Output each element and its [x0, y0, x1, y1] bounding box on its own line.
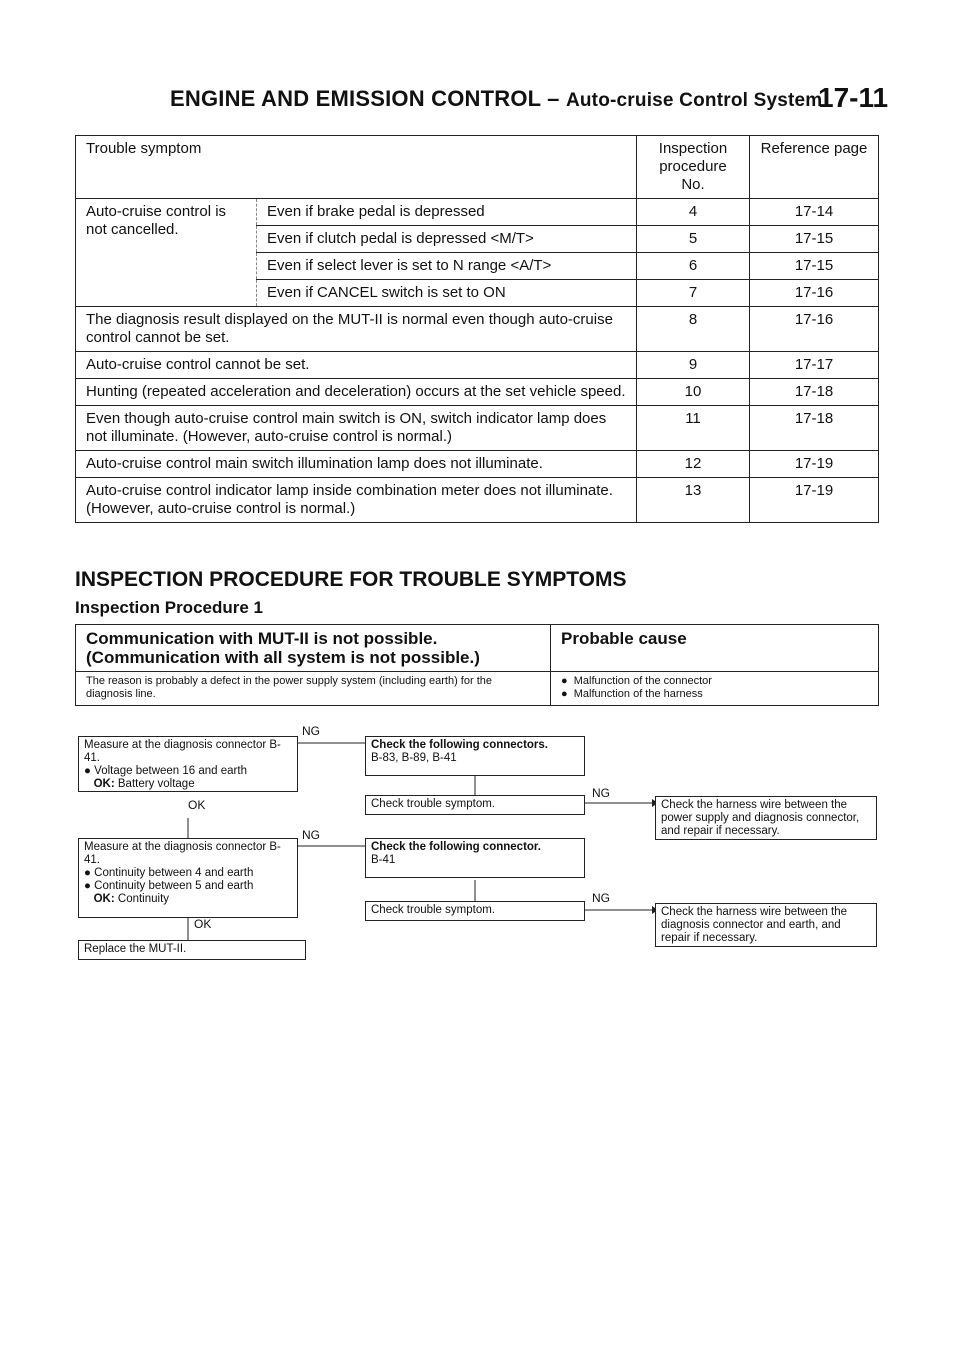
- list-item: ● Malfunction of the connector: [561, 675, 712, 687]
- section-title: INSPECTION PROCEDURE FOR TROUBLE SYMPTOMS: [75, 568, 627, 591]
- procedure-number: 4: [637, 199, 750, 226]
- procedure-title: Inspection Procedure 1: [75, 598, 263, 617]
- step2-measure-box: [78, 838, 298, 918]
- reference-page: 17-15: [750, 226, 879, 253]
- reference-page: 17-19: [750, 451, 879, 478]
- reference-page: 17-16: [750, 280, 879, 307]
- symptom: The diagnosis result displayed on the MUT-II is normal even though auto-cruise control cannot be set.: [76, 307, 637, 352]
- header-title-main: ENGINE AND EMISSION CONTROL: [170, 86, 541, 111]
- procedure-number: 10: [637, 379, 750, 406]
- replace-mut-box: Replace the MUT-II.: [78, 940, 306, 960]
- reference-page: 17-18: [750, 406, 879, 451]
- probable-cause-heading: Probable cause: [551, 625, 879, 672]
- check-connectors-title-1: Check the following connectors.: [371, 739, 548, 751]
- procedure-description: The reason is probably a defect in the power supply system (including earth) for the diagnosis line.: [76, 672, 551, 706]
- check-symptom-box-1: Check trouble symptom.: [365, 795, 585, 815]
- symptom: Hunting (repeated acceleration and deceleration) occurs at the set vehicle speed.: [76, 379, 637, 406]
- ng-label: NG: [302, 828, 320, 842]
- ok-label: OK: [194, 917, 212, 931]
- procedure-number: 12: [637, 451, 750, 478]
- procedure-number: 11: [637, 406, 750, 451]
- procedure-heading: Communication with MUT-II is not possible. (Communication with all system is not possible.): [76, 625, 551, 672]
- repair-box-1: Check the harness wire between the power supply and diagnosis connector, and repair if necessary.: [655, 796, 877, 840]
- check-connectors-box-1: [365, 736, 585, 776]
- ng-label: NG: [592, 891, 610, 905]
- reference-page: 17-19: [750, 478, 879, 523]
- repair-box-2: Check the harness wire between the diagnosis connector and earth, and repair if necessary.: [655, 903, 877, 947]
- procedure-number: 13: [637, 478, 750, 523]
- check-connectors-list-2: B-41: [371, 854, 396, 866]
- check-symptom-box-2: Check trouble symptom.: [365, 901, 585, 921]
- symptom: Auto-cruise control main switch illumination lamp does not illuminate.: [76, 451, 637, 478]
- check-connectors-box-2: [365, 838, 585, 878]
- sub-symptom: Even if select lever is set to N range <A/T>: [257, 253, 637, 280]
- reference-page: 17-14: [750, 199, 879, 226]
- symptom: Auto-cruise control indicator lamp inside combination meter does not illuminate. (However, auto-cruise control is normal.): [76, 478, 637, 523]
- procedure-number: 9: [637, 352, 750, 379]
- symptom: Even though auto-cruise control main switch is ON, switch indicator lamp does not illuminate. (However, auto-cruise control is normal.): [76, 406, 637, 451]
- reference-page: 17-17: [750, 352, 879, 379]
- check-connectors-list-1: B-83, B-89, B-41: [371, 752, 457, 764]
- procedure-number: 7: [637, 280, 750, 307]
- sub-symptom: Even if clutch pedal is depressed <M/T>: [257, 226, 637, 253]
- col-header-symptom: Trouble symptom: [76, 136, 637, 199]
- ng-label: NG: [302, 724, 320, 738]
- group-symptom-label: Auto-cruise control is not cancelled.: [76, 199, 257, 307]
- header-title-separator: –: [540, 86, 566, 111]
- ok-label: OK: [188, 798, 206, 812]
- step1-ok: OK: Battery voltage: [93, 778, 195, 790]
- reference-page: 17-18: [750, 379, 879, 406]
- list-item: ● Malfunction of the harness: [561, 688, 703, 700]
- sub-symptom: Even if CANCEL switch is set to ON: [257, 280, 637, 307]
- step1-measure-box: [78, 736, 298, 792]
- step1-text: Measure at the diagnosis connector B-41.: [84, 739, 281, 764]
- ng-label: NG: [592, 786, 610, 800]
- step2-text: Measure at the diagnosis connector B-41.: [84, 841, 281, 866]
- list-item: ● Voltage between 16 and earth: [84, 765, 247, 777]
- sub-symptom: Even if brake pedal is depressed: [257, 199, 637, 226]
- list-item: ● Continuity between 4 and earth: [84, 867, 254, 879]
- reference-page: 17-16: [750, 307, 879, 352]
- procedure-number: 5: [637, 226, 750, 253]
- check-connectors-title-2: Check the following connector.: [371, 841, 541, 853]
- step2-ok: OK: Continuity: [93, 893, 170, 905]
- col-header-reference: Reference page: [750, 136, 879, 199]
- list-item: ● Continuity between 5 and earth: [84, 880, 254, 892]
- procedure-number: 8: [637, 307, 750, 352]
- page-number: 17-11: [818, 82, 889, 113]
- col-header-inspection: Inspection procedure No.: [637, 136, 750, 199]
- procedure-number: 6: [637, 253, 750, 280]
- reference-page: 17-15: [750, 253, 879, 280]
- header-title-sub: Auto-cruise Control System: [565, 90, 823, 111]
- symptom: Auto-cruise control cannot be set.: [76, 352, 637, 379]
